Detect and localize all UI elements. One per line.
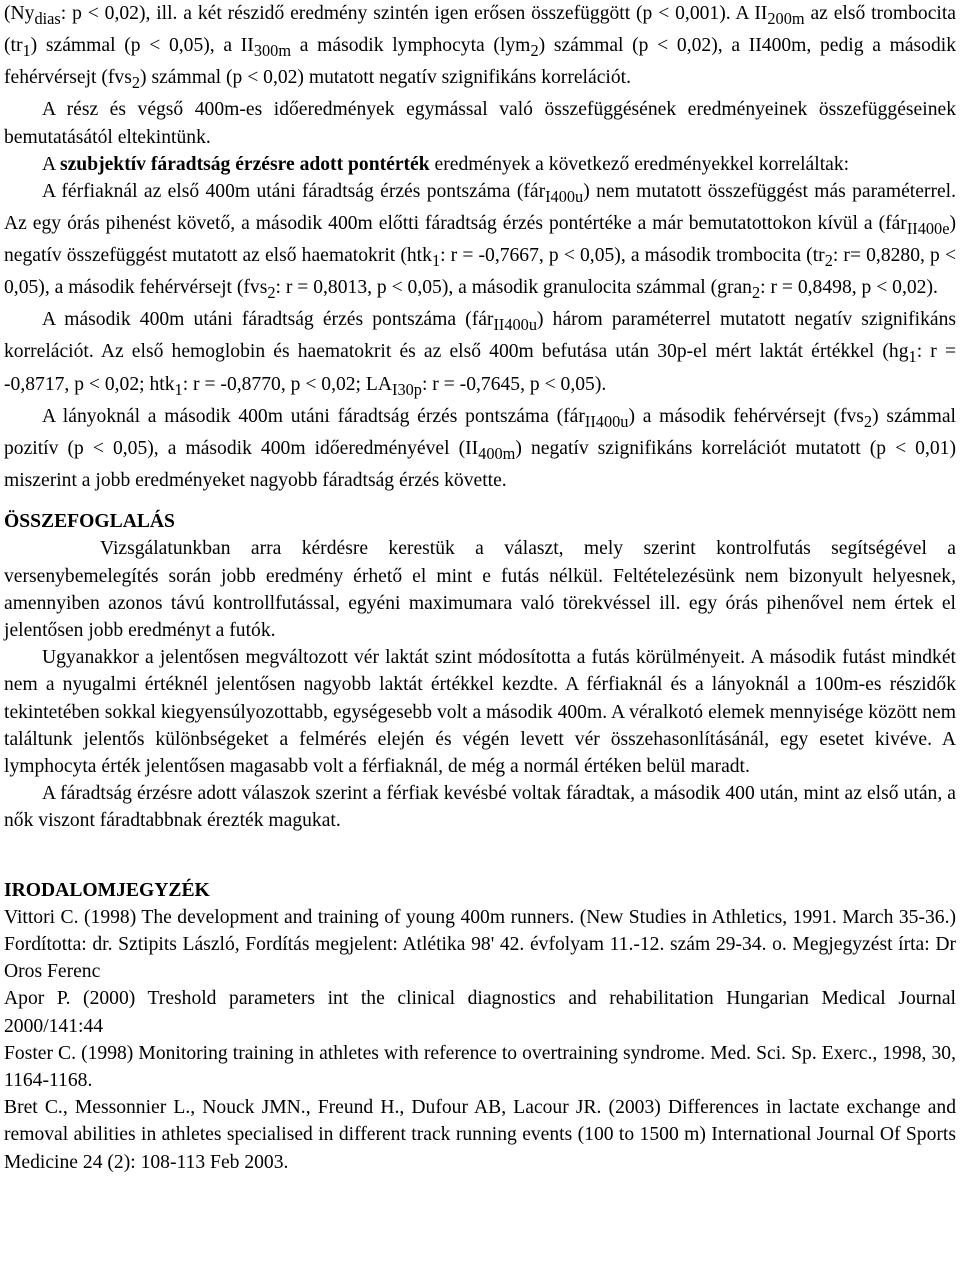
reference-item: Bret C., Messonnier L., Nouck JMN., Freund H., Dufour AB, Lacour JR. (2003) Differences in lactate exchange and removal abilities in athletes specialised in different track running events (100 to 1500 m) International Journal Of Sports Medicine 24 (2): 108-113 Feb 2003. <box>4 1097 956 1173</box>
paragraph-split-times-note: A rész és végső 400m-es időeredmények egymással való összefüggésének eredményeinek összefüggéseinek bemutatásától eltekintünk. <box>4 99 956 148</box>
paragraph-women-fatigue: A lányoknál a második 400m utáni fáradtság érzés pontszáma (fár$_{II400u}$) a második fehérvérsejt (fvs$_2$) számmal pozitív (p < 0,05), a második 400m időeredményével $(II_{400m})$ negatív szignifikáns korrelációt mutatott (p < 0,01) miszerint a jobb eredményeket nagyobb fáradtság érzés követte. <box>4 405 956 491</box>
reference-item: Foster C. (1998) Monitoring training in athletes with reference to overtraining syndrome. Med. Sci. Sp. Exerc., 1998, 30, 1164-1168. <box>4 1042 956 1091</box>
references-heading: IRODALOMJEGYZÉK <box>4 879 210 901</box>
summary-paragraph-1: Vizsgálatunkban arra kérdésre kerestük a választ, mely szerint kontrolfutás segítségével a versenybemelegítés során jobb eredmény érhető el mint e futás nélkül. Feltételezésünk nem bizonyult helyesnek, amennyiben azonos távú kontrollfutással, egyéni maximumara való törekvéssel ill. egy órás pihenővel nem értek el jelentősen jobb eredményt a futók. <box>4 538 956 641</box>
reference-list <box>4 904 956 1176</box>
reference-item: Apor P. (2000) Treshold parameters int the clinical diagnostics and rehabilitation Hungarian Medical Journal 2000/141:44 <box>4 988 956 1037</box>
summary-heading: ÖSSZEFOGLALÁS <box>4 511 175 533</box>
spacer <box>4 835 956 877</box>
spacer <box>4 494 956 508</box>
paragraph-fatigue-intro: A szubjektív fáradtság érzésre adott pontérték eredmények a következő eredményekkel korreláltak: <box>42 153 850 175</box>
summary-paragraph-3: A fáradtság érzésre adott válaszok szerint a férfiak kevésbé voltak fáradtak, a második 400 után, mint az első után, a nők viszont fáradtabbnak érezték magukat. <box>4 783 956 832</box>
paragraph-second-400m-fatigue: A második 400m utáni fáradtság érzés pontszáma (fár$_{II400u}$) három paraméterrel mutatott negatív szignifikáns korrelációt. Az első hemoglobin és haematokrit és az első 400m befutása után 30p-el mért laktát értékkel ($hg_1$: r = -0,8717, p < 0,02; htk$_1$: r = -0,8770, p < 0,02; $LA_{I30p}$: r = -0,7645, p < 0,05). <box>4 309 956 399</box>
reference-item: Vittori C. (1998) The development and training of young 400m runners. (New Studies in Athletics, 1991. March 35-36.) Fordította: dr. Sztipits László, Fordítás megjelent: Atlétika 98' 42. évfolyam 11.-12. szám 29-34. o. Megjegyzést írta: Dr Oros Ferenc <box>4 906 956 983</box>
paragraph-correlations-intro: ($Ny_{dias}$: p < 0,02), ill. a két részidő eredmény szintén igen erősen összefüggött (p < 0,001). A $II_{200m}$ az első trombocita $(tr_1)$ számmal (p < 0,05), a $II_{300m}$ a második lymphocyta (lym$_2$) számmal (p < 0,02), a II400m, pedig a második fehérvérsejt (fvs$_2$) számmal (p < 0,02) mutatott negatív szignifikáns korrelációt. <box>4 3 957 93</box>
paragraph-men-fatigue: A férfiaknál az első 400m utáni fáradtság érzés pontszáma (fár$_{I400u}$) nem mutatott összefüggést más paraméterrel. Az egy órás pihenést követő, a második 400m előtti fáradtság érzés pontértéke a már bemutatottokon kívül a (fár$_{II400e}$) negatív összefüggést mutatott az első haematokrit (htk$_1$: r = -0,7667, p < 0,05), a második trombocita ($tr_2$: r= 0,8280, p < 0,05), a második fehérvérsejt (fvs$_2$: r = 0,8013, p < 0,05), a második granulocita számmal (gran$_2$: r = 0,8498, p < 0,02). <box>4 180 957 303</box>
summary-paragraph-2: Ugyanakkor a jelentősen megváltozott vér laktát szint módosította a futás körülményeit. A második futást mindkét nem a nyugalmi értéknél jelentősen nagyobb laktát értékkel kezdte. A férfiaknál és a lányoknál a 100m-es részidők tekintetében sokkal kiegyensúlyozottabb, egységesebb volt a második 400m. A véralkotó elemek mennyisége között nem találtunk jelentős különbségeket a felmérés elején és végén levett vér összehasonlításánál, egy esetet kivéve. A lymphocyta érték jelentősen magasabb volt a férfiaknál, de még a normál értéken belül maradt. <box>4 647 956 777</box>
